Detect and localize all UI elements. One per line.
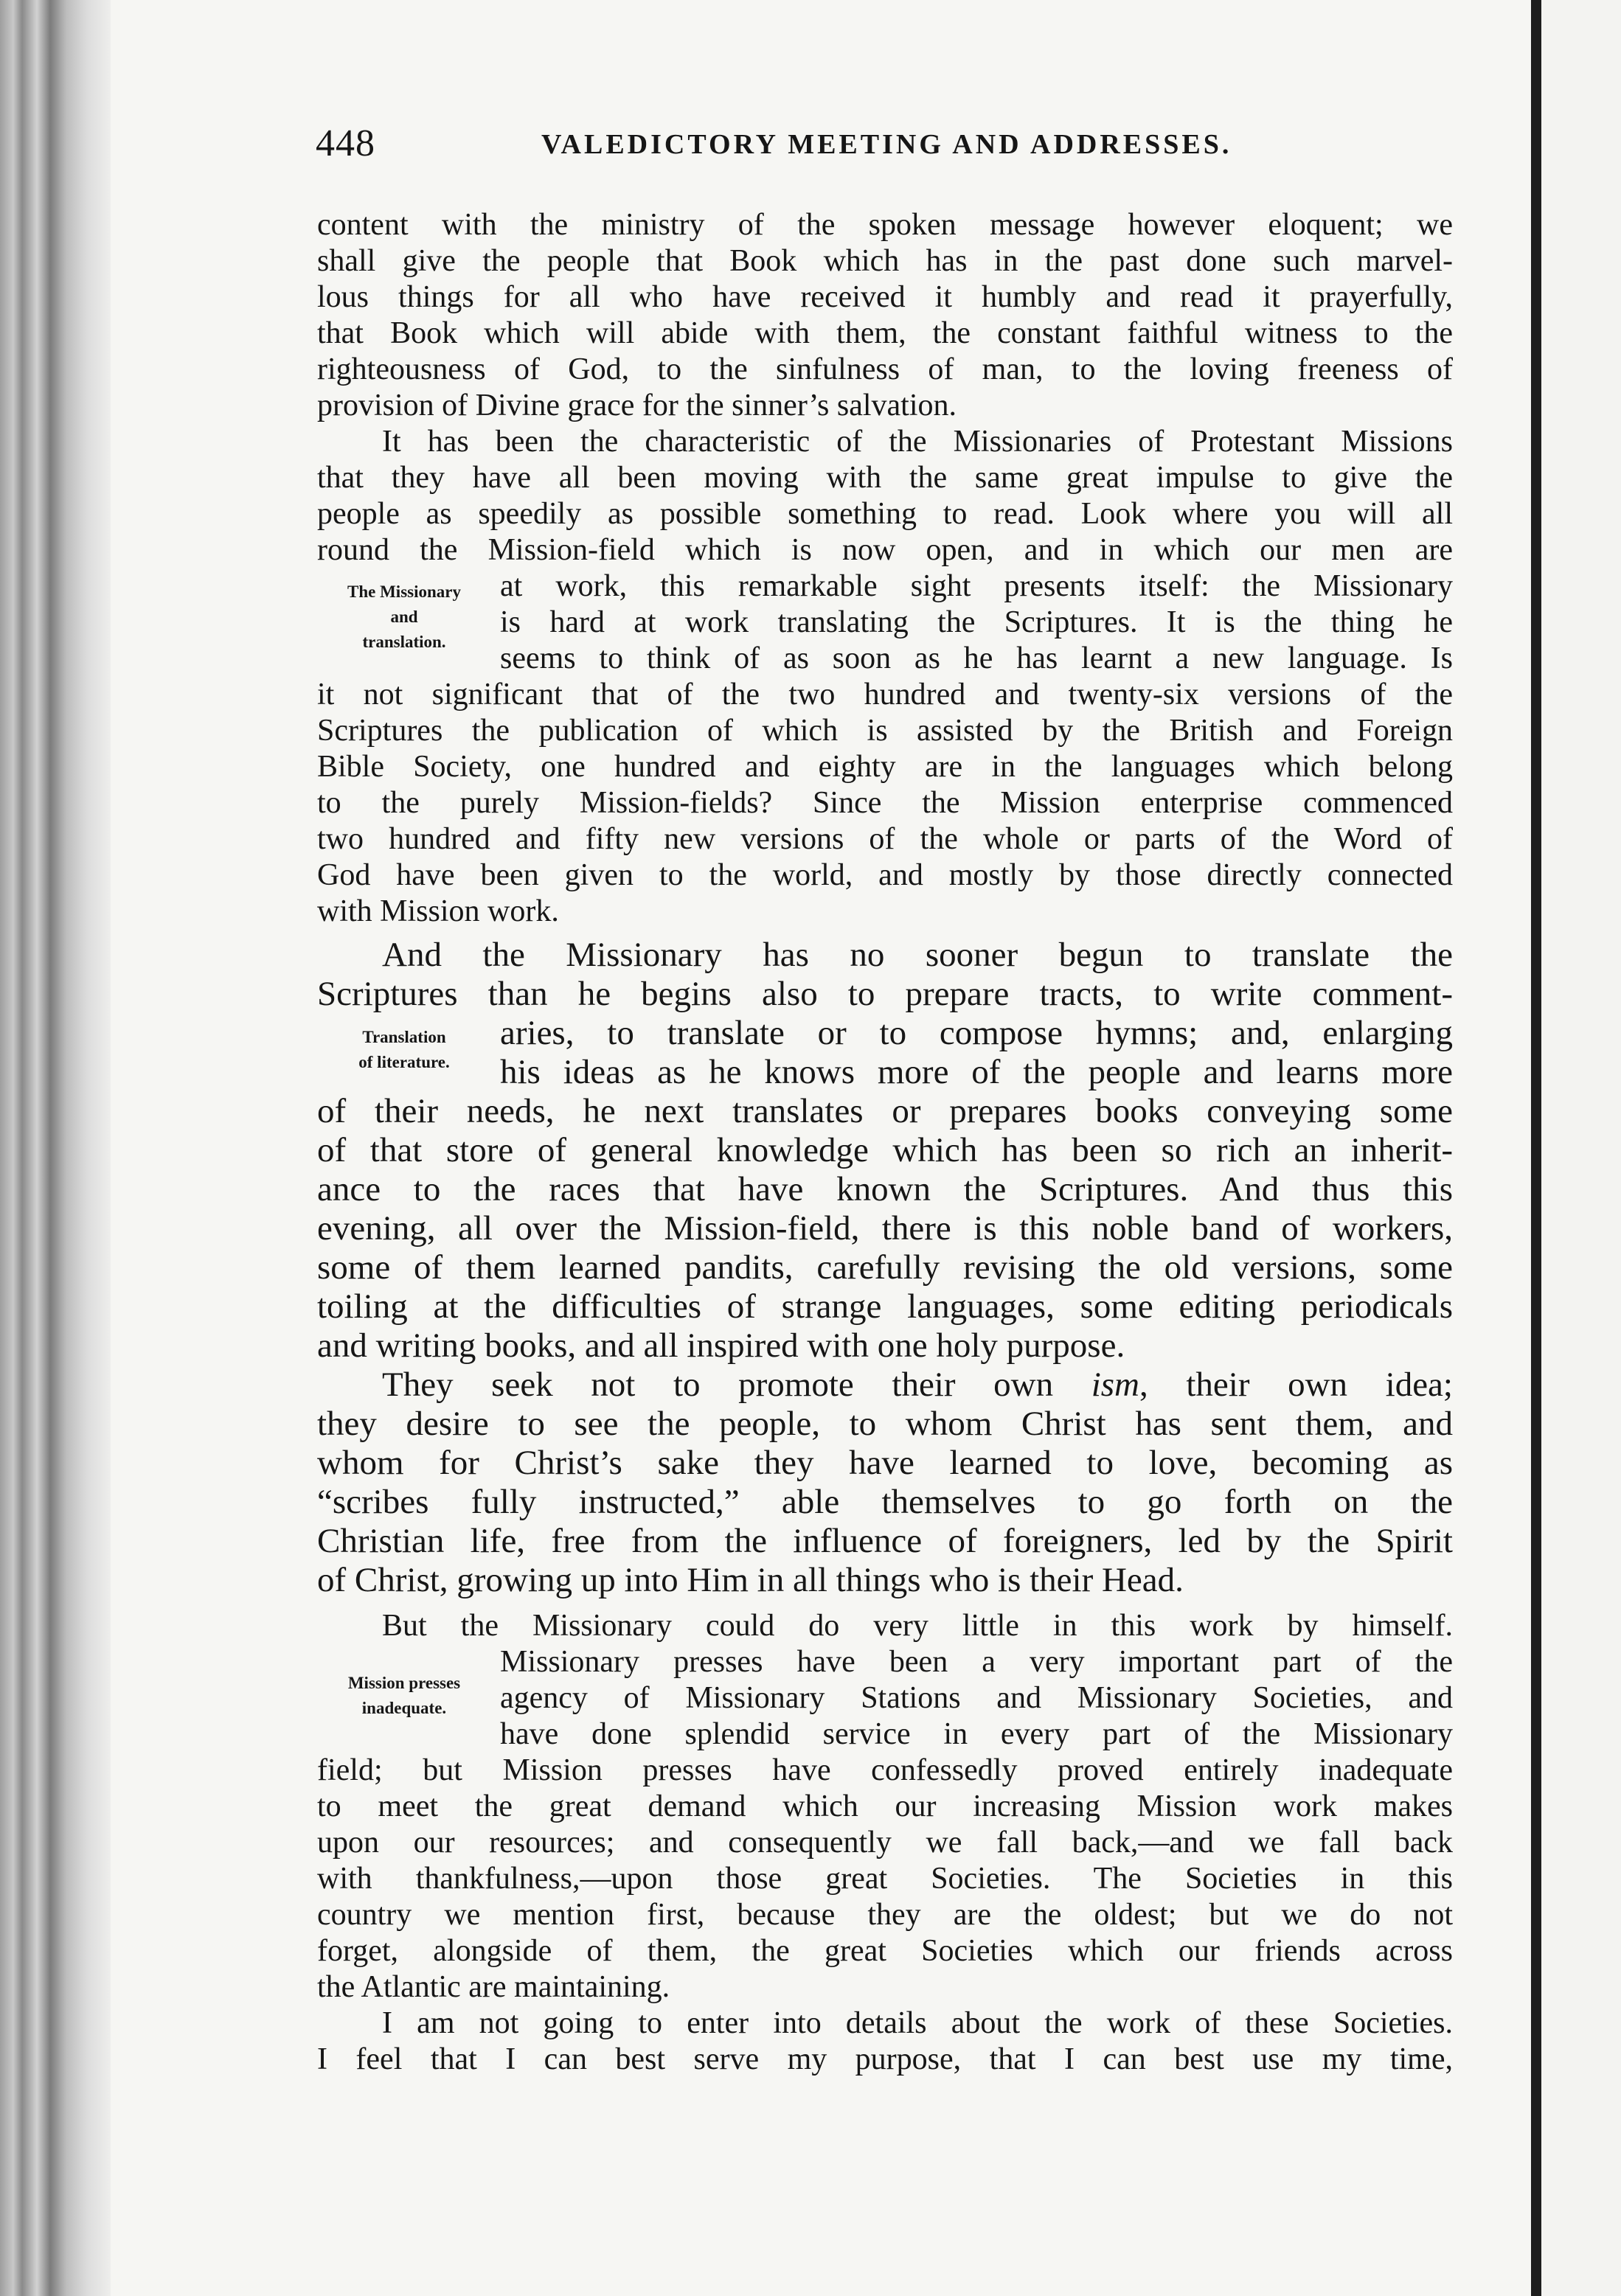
text-line: to the purely Mission-fields? Since the Mission enterprise commenced (317, 786, 1453, 820)
text-line: toiling at the difficulties of strange languages, some editing periodicals (317, 1287, 1453, 1326)
side-note-line: translation. (362, 633, 446, 651)
text-line: country we mention first, because they are the oldest; but we do not (317, 1898, 1453, 1932)
text-line: that they have all been moving with the same great impulse to give the (317, 461, 1453, 495)
text-line: They seek not to promote their own ism, their own idea; (382, 1366, 1453, 1404)
page-edge-rule (1531, 0, 1541, 2296)
text-line: aries, to translate or to compose hymns; and, enlarging (500, 1014, 1453, 1052)
text-line: at work, this remarkable sight presents itself: the Missionary (500, 569, 1453, 603)
text-line: his ideas as he knows more of the people and learns more (500, 1053, 1453, 1091)
text-line: forget, alongside of them, the great Societies which our friends across (317, 1934, 1453, 1968)
page-margin-right (1541, 0, 1621, 2296)
text-line: agency of Missionary Stations and Missionary Societies, and (500, 1681, 1453, 1715)
text-line: God have been given to the world, and mostly by those directly connected (317, 858, 1453, 892)
side-note-presses-inadequate (317, 1671, 491, 1721)
side-note-line: and (390, 608, 418, 626)
page-header (316, 118, 1451, 170)
text-line: some of them learned pandits, carefully revising the old versions, some (317, 1248, 1453, 1287)
side-note-line: Mission presses (347, 1674, 461, 1692)
running-title: VALEDICTORY MEETING AND ADDRESSES. (541, 129, 1232, 160)
text-line: righteousness of God, to the sinfulness of man, to the loving freeness of (317, 352, 1453, 386)
text-line: whom for Christ’s sake they have learned to love, becoming as (317, 1444, 1453, 1482)
text-line: shall give the people that Book which has in the past done such marvel- (317, 244, 1453, 278)
text-line: But the Missionary could do very little in this work by himself. (382, 1609, 1453, 1643)
text-line: they desire to see the people, to whom Christ has sent them, and (317, 1405, 1453, 1443)
text-line: Missionary presses have been a very important part of the (500, 1645, 1453, 1679)
text-line: Scriptures the publication of which is assisted by the British and Foreign (317, 714, 1453, 748)
side-note-translation-literature (317, 1025, 491, 1075)
text-line: it not significant that of the two hundred and twenty-six versions of the (317, 678, 1453, 712)
text-line: two hundred and fifty new versions of the whole or parts of the Word of (317, 822, 1453, 856)
text-line: provision of Divine grace for the sinner’s salvation. (317, 389, 957, 422)
side-note-line: inadequate. (361, 1699, 447, 1717)
text-line: field; but Mission presses have confessedly proved entirely inadequate (317, 1753, 1453, 1787)
text-line: and writing books, and all inspired with one holy purpose. (317, 1326, 1125, 1365)
text-line: of that store of general knowledge which has been so rich an inherit- (317, 1131, 1453, 1169)
side-note-line: The Missionary (347, 582, 461, 601)
text-line: content with the ministry of the spoken message however eloquent; we (317, 208, 1453, 242)
text-line: of Christ, growing up into Him in all things who is their Head. (317, 1561, 1184, 1599)
book-gutter (0, 0, 111, 2296)
text-line: that Book which will abide with them, the constant faithful witness to the (317, 316, 1453, 350)
page-number: 448 (316, 122, 375, 164)
side-note-missionary-translation (317, 580, 491, 655)
text-line: people as speedily as possible something to read. Look where you will all (317, 497, 1453, 531)
text-line: upon our resources; and consequently we fall back,—and we fall back (317, 1826, 1453, 1860)
text-line: of their needs, he next translates or prepares books conveying some (317, 1092, 1453, 1130)
text-line: is hard at work translating the Scriptures. It is the thing he (500, 605, 1453, 639)
text-line: ance to the races that have known the Scriptures. And thus this (317, 1170, 1453, 1208)
text-line: with thankfulness,—upon those great Societies. The Societies in this (317, 1862, 1453, 1896)
side-note-line: of literature. (358, 1053, 450, 1071)
text-line: And the Missionary has no sooner begun to translate the (382, 936, 1453, 974)
side-note-line: Translation (362, 1028, 446, 1046)
text-line: lous things for all who have received it humbly and read it prayerfully, (317, 280, 1453, 314)
text-line: have done splendid service in every part of the Missionary (500, 1717, 1453, 1751)
text-line: I am not going to enter into details about the work of these Societies. (382, 2006, 1453, 2040)
text-line: Scriptures than he begins also to prepare tracts, to write comment- (317, 975, 1453, 1013)
text-line: It has been the characteristic of the Missionaries of Protestant Missions (382, 425, 1453, 459)
text-line: the Atlantic are maintaining. (317, 1970, 670, 2004)
text-line: “scribes fully instructed,” able themselves to go forth on the (317, 1483, 1453, 1521)
text-line: round the Mission-field which is now open, and in which our men are (317, 533, 1453, 567)
text-line: seems to think of as soon as he has learnt a new language. Is (500, 641, 1453, 675)
text-line: with Mission work. (317, 894, 559, 928)
text-line: Christian life, free from the influence of foreigners, led by the Spirit (317, 1522, 1453, 1560)
text-line: evening, all over the Mission-field, there is this noble band of workers, (317, 1209, 1453, 1248)
text-line: I feel that I can best serve my purpose, that I can best use my time, (317, 2042, 1453, 2076)
text-line: to meet the great demand which our increasing Mission work makes (317, 1789, 1453, 1823)
text-line: Bible Society, one hundred and eighty are in the languages which belong (317, 750, 1453, 784)
